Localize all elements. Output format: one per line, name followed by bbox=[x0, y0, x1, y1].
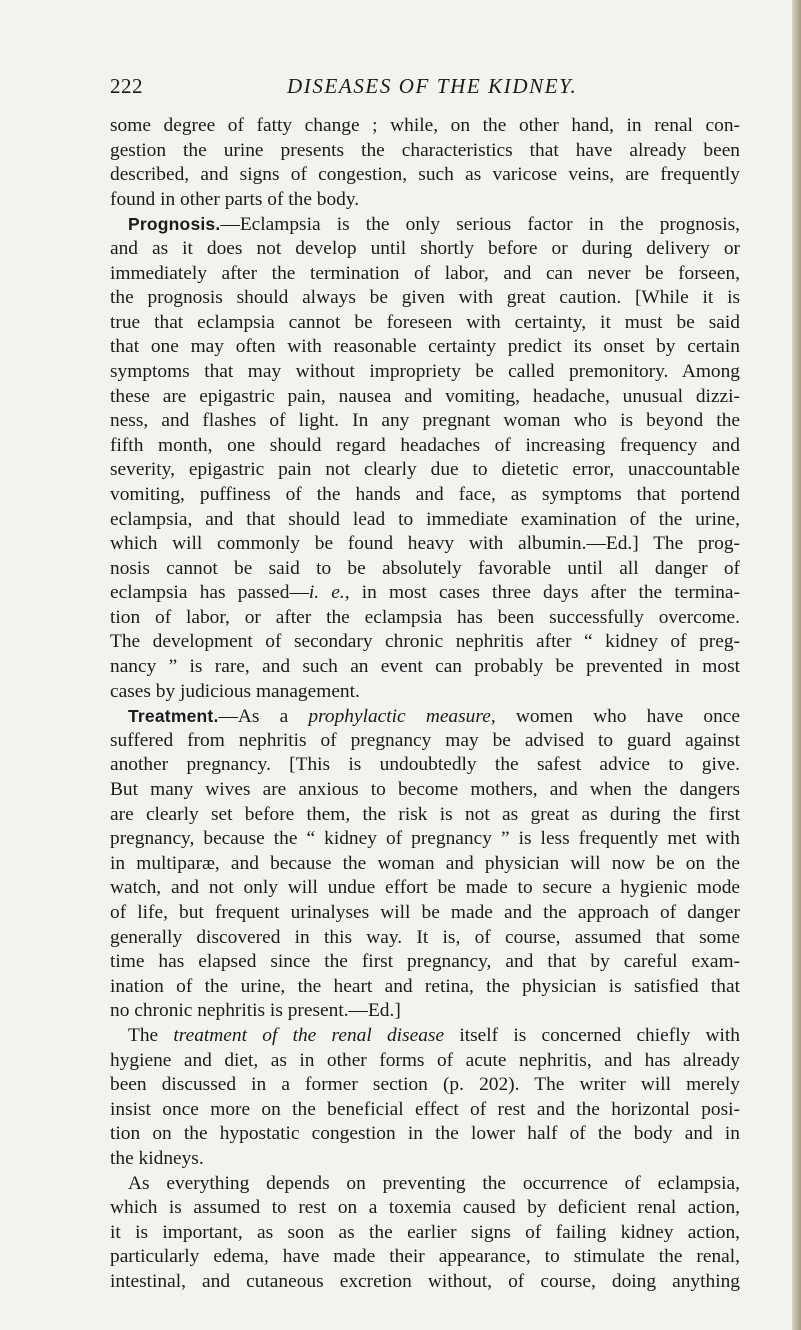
text-run: no chronic nephritis is present.—Ed.] bbox=[110, 1000, 401, 1022]
text-line bbox=[110, 188, 740, 213]
text-run: insist once more on the beneficial effect of rest and the horizontal posi- bbox=[110, 1098, 740, 1120]
text-run: cases by judicious management. bbox=[110, 680, 360, 702]
text-line bbox=[110, 385, 740, 410]
text-run: generally discovered in this way. It is, of course, assumed that some bbox=[110, 926, 740, 948]
text-run: itself is concerned chiefly with bbox=[444, 1024, 741, 1046]
text-line bbox=[110, 1147, 740, 1172]
text-run: another pregnancy. [This is undoubtedly the safest advice to give. bbox=[110, 754, 740, 776]
text-run: The bbox=[128, 1024, 174, 1046]
text-line bbox=[110, 729, 740, 754]
text-line bbox=[110, 139, 740, 164]
text-line bbox=[110, 680, 740, 705]
text-line bbox=[110, 434, 740, 459]
text-line bbox=[110, 753, 740, 778]
text-line bbox=[110, 1073, 740, 1098]
text-line bbox=[110, 778, 740, 803]
italic-text: treatment of the renal disease bbox=[173, 1024, 445, 1046]
text-line bbox=[110, 508, 740, 533]
section-heading: Prognosis. bbox=[128, 214, 221, 235]
text-run: been discussed in a former section (p. 202). The writer will merely bbox=[110, 1074, 740, 1096]
text-line bbox=[110, 458, 740, 483]
italic-text: prophylactic measure bbox=[308, 706, 491, 728]
text-line bbox=[110, 1245, 740, 1270]
text-run: The development of secondary chronic nephritis after “ kidney of preg- bbox=[110, 631, 740, 653]
page-edge-shadow bbox=[792, 0, 801, 1330]
text-line bbox=[110, 606, 740, 631]
text-line bbox=[110, 1196, 740, 1221]
text-run: pregnancy, because the “ kidney of pregnancy ” is less frequently met with bbox=[110, 828, 740, 850]
text-line bbox=[110, 1122, 740, 1147]
text-run: some degree of fatty change ; while, on the other hand, in renal con- bbox=[110, 115, 740, 136]
text-line bbox=[110, 630, 740, 655]
text-run: gestion the urine presents the characteristics that have already been bbox=[110, 139, 740, 161]
text-run: As everything depends on preventing the occurrence of eclampsia, bbox=[128, 1172, 740, 1194]
text-run: hygiene and diet, as in other forms of acute nephritis, and has already bbox=[110, 1049, 740, 1071]
text-line bbox=[110, 975, 740, 1000]
text-run: But many wives are anxious to become mothers, and when the dangers bbox=[110, 779, 740, 801]
text-line bbox=[110, 827, 740, 852]
text-run: nosis cannot be said to be absolutely favorable until all danger of bbox=[110, 557, 740, 579]
text-run: tion of labor, or after the eclampsia has been successfully overcome. bbox=[110, 606, 740, 628]
text-line bbox=[110, 311, 740, 336]
text-run: in multiparæ, and because the woman and physician will now be on the bbox=[110, 852, 740, 874]
text-run: found in other parts of the body. bbox=[110, 188, 360, 210]
text-line bbox=[110, 704, 740, 729]
text-run: eclampsia, and that should lead to immediate examination of the urine, bbox=[110, 508, 740, 530]
body-text bbox=[110, 114, 740, 1295]
text-run: and as it does not develop until shortly before or during delivery or bbox=[110, 237, 740, 259]
text-run: —Eclampsia is the only serious factor in the prognosis, bbox=[220, 214, 740, 236]
running-head bbox=[110, 73, 730, 99]
text-line bbox=[110, 1221, 740, 1246]
page-number: 222 bbox=[110, 74, 143, 98]
text-line bbox=[110, 163, 740, 188]
text-line bbox=[110, 360, 740, 385]
text-run: ination of the urine, the heart and retina, the physician is satisfied that bbox=[110, 975, 740, 997]
text-run: time has elapsed since the first pregnancy, and that by careful exam- bbox=[110, 951, 740, 973]
text-run: suffered from nephritis of pregnancy may be advised to guard against bbox=[110, 729, 740, 751]
text-run: , in most cases three days after the termina- bbox=[344, 582, 740, 604]
text-run: , women who have once bbox=[490, 706, 740, 728]
text-line bbox=[110, 581, 740, 606]
text-line bbox=[110, 1098, 740, 1123]
text-run: the kidneys. bbox=[110, 1147, 204, 1169]
text-line bbox=[110, 237, 740, 262]
text-line bbox=[110, 212, 740, 237]
text-run: particularly edema, have made their appearance, to stimulate the renal, bbox=[110, 1246, 740, 1268]
text-run: severity, epigastric pain not clearly due to dietetic error, unaccountable bbox=[110, 459, 740, 481]
text-run: described, and signs of congestion, such as varicose veins, are frequently bbox=[110, 164, 740, 186]
text-run: —As a bbox=[218, 706, 309, 728]
text-line bbox=[110, 950, 740, 975]
text-run: tion on the hypostatic congestion in the lower half of the body and in bbox=[110, 1123, 740, 1145]
text-run: ness, and flashes of light. In any pregnant woman who is beyond the bbox=[110, 410, 740, 432]
text-line bbox=[110, 999, 740, 1024]
text-line bbox=[110, 901, 740, 926]
text-run: vomiting, puffiness of the hands and face, as symptoms that portend bbox=[110, 483, 740, 505]
text-line bbox=[110, 926, 740, 951]
text-run: of life, but frequent urinalyses will be made and the approach of danger bbox=[110, 902, 740, 923]
text-run: nancy ” is rare, and such an event can probably be prevented in most bbox=[110, 656, 740, 678]
text-line bbox=[110, 557, 740, 582]
text-run: symptoms that may without impropriety be called premonitory. Among bbox=[110, 360, 740, 382]
section-heading: Treatment. bbox=[128, 706, 219, 727]
text-line bbox=[110, 532, 740, 557]
text-run: immediately after the termination of labor, and can never be forseen, bbox=[110, 262, 740, 284]
text-line bbox=[110, 1172, 740, 1197]
text-run: which will commonly be found heavy with albumin.—Ed.] The prog- bbox=[110, 533, 740, 555]
text-run: are clearly set before them, the risk is not as great as during the first bbox=[110, 803, 740, 825]
text-line bbox=[110, 483, 740, 508]
text-line bbox=[110, 409, 740, 434]
text-line bbox=[110, 852, 740, 877]
text-line bbox=[110, 876, 740, 901]
running-title: DISEASES OF THE KIDNEY. bbox=[287, 74, 578, 98]
text-run: that one may often with reasonable certainty predict its onset by certain bbox=[110, 336, 740, 358]
italic-text: i. e. bbox=[308, 582, 345, 604]
text-run: true that eclampsia cannot be foreseen with certainty, it must be said bbox=[110, 311, 740, 333]
text-run: intestinal, and cutaneous excretion without, of course, doing anything bbox=[110, 1270, 740, 1292]
text-run: which is assumed to rest on a toxemia caused by deficient renal action, bbox=[110, 1197, 740, 1219]
text-run: it is important, as soon as the earlier signs of failing kidney action, bbox=[110, 1221, 740, 1243]
text-run: these are epigastric pain, nausea and vomiting, headache, unusual dizzi- bbox=[110, 385, 740, 407]
text-line bbox=[110, 1270, 740, 1295]
text-line bbox=[110, 1024, 740, 1049]
text-run: eclampsia has passed— bbox=[110, 582, 309, 604]
text-line bbox=[110, 1049, 740, 1074]
text-line bbox=[110, 262, 740, 287]
text-line bbox=[110, 803, 740, 828]
text-line bbox=[110, 655, 740, 680]
text-line bbox=[110, 286, 740, 311]
text-run: watch, and not only will undue effort be made to secure a hygienic mode bbox=[110, 877, 740, 899]
text-line bbox=[110, 114, 740, 139]
text-run: fifth month, one should regard headaches of increasing frequency and bbox=[110, 434, 740, 456]
text-run: the prognosis should always be given with great caution. [While it is bbox=[110, 287, 740, 309]
text-line bbox=[110, 335, 740, 360]
